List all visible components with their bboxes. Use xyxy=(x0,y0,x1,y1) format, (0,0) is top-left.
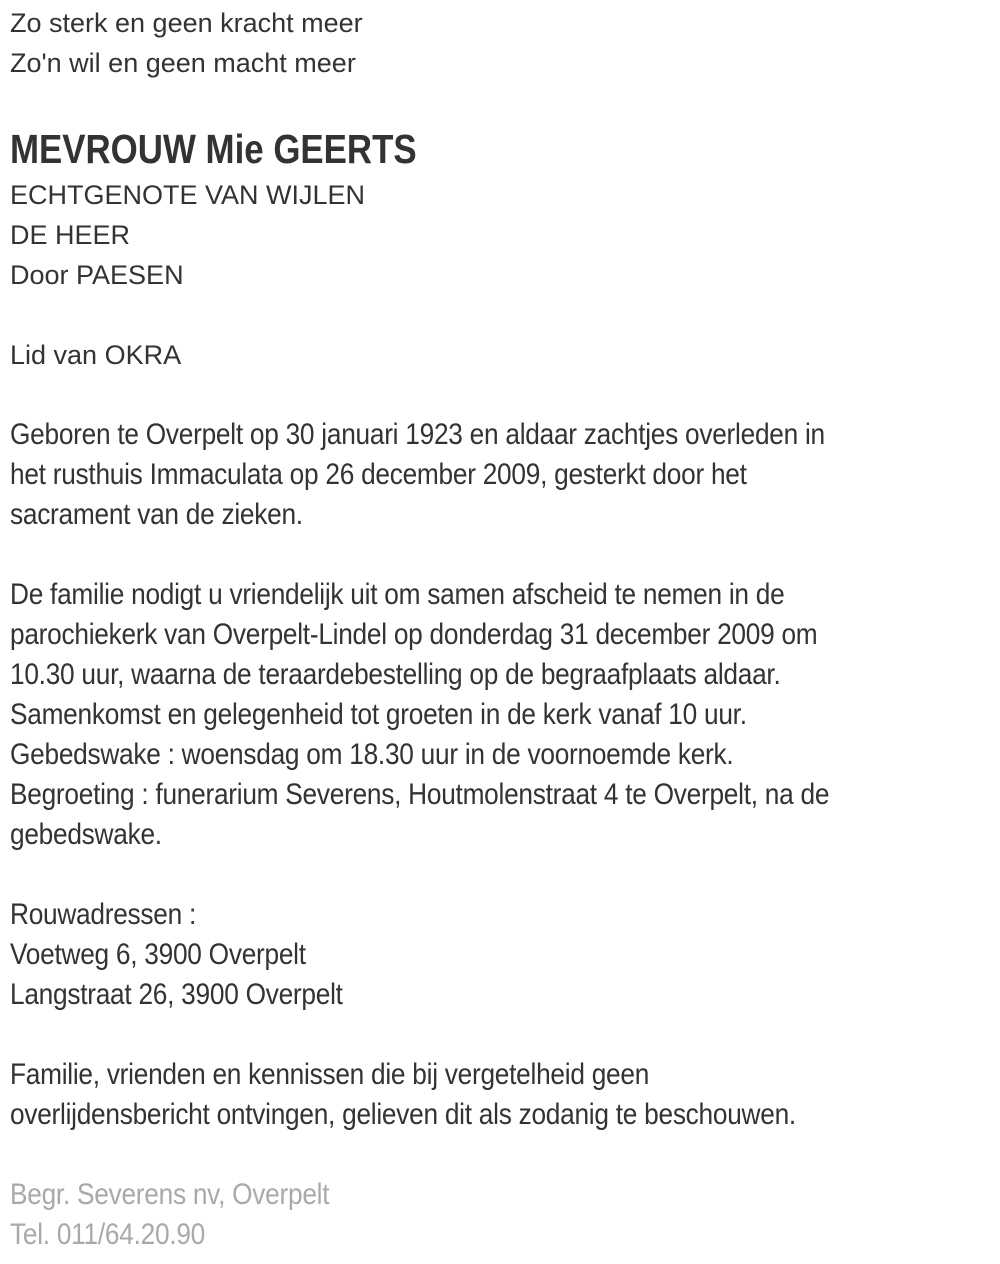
mourning-address-line-1: Voetweg 6, 3900 Overpelt xyxy=(10,938,306,971)
mourning-addresses-heading: Rouwadressen : xyxy=(10,898,197,931)
spacer xyxy=(10,295,990,335)
life-dates-line-3: sacrament van de zieken. xyxy=(10,498,303,531)
deceased-name: MEVROUW Mie GEERTS xyxy=(10,126,417,172)
life-dates-line-2: het rusthuis Immaculata op 26 december 2009, gesterkt door het xyxy=(10,458,747,491)
undertaker-phone: Tel. 011/64.20.90 xyxy=(10,1218,206,1251)
spacer xyxy=(10,1015,990,1055)
spacer xyxy=(10,375,990,415)
mourning-address-line-2: Langstraat 26, 3900 Overpelt xyxy=(10,978,343,1011)
epigraph-line-2: Zo'n wil en geen macht meer xyxy=(10,48,356,78)
services-line-2: parochiekerk van Overpelt-Lindel op donderdag 31 december 2009 om xyxy=(10,618,818,651)
services-line-3: 10.30 uur, waarna de teraardebestelling op de begraafplaats aldaar. xyxy=(10,658,781,691)
relation-line-1: ECHTGENOTE VAN WIJLEN xyxy=(10,180,366,210)
spacer xyxy=(10,83,990,123)
life-dates-line-1: Geboren te Overpelt op 30 januari 1923 en aldaar zachtjes overleden in xyxy=(10,418,825,451)
epigraph-line-1: Zo sterk en geen kracht meer xyxy=(10,8,363,38)
services-line-1: De familie nodigt u vriendelijk uit om samen afscheid te nemen in de xyxy=(10,578,785,611)
membership-line: Lid van OKRA xyxy=(10,340,182,370)
services-line-7: gebedswake. xyxy=(10,818,162,851)
notice-line-2: overlijdensbericht ontvingen, gelieven dit als zodanig te beschouwen. xyxy=(10,1098,796,1131)
services-line-6: Begroeting : funerarium Severens, Houtmolenstraat 4 te Overpelt, na de xyxy=(10,778,830,811)
services-line-4: Samenkomst en gelegenheid tot groeten in de kerk vanaf 10 uur. xyxy=(10,698,747,731)
spacer xyxy=(10,1135,990,1175)
relation-line-2: DE HEER xyxy=(10,220,131,250)
undertaker-name: Begr. Severens nv, Overpelt xyxy=(10,1178,330,1211)
services-line-5: Gebedswake : woensdag om 18.30 uur in de voornoemde kerk. xyxy=(10,738,734,771)
spacer xyxy=(10,855,990,895)
relation-line-3: Door PAESEN xyxy=(10,260,184,290)
notice-line-1: Familie, vrienden en kennissen die bij vergetelheid geen xyxy=(10,1058,650,1091)
spacer xyxy=(10,535,990,575)
